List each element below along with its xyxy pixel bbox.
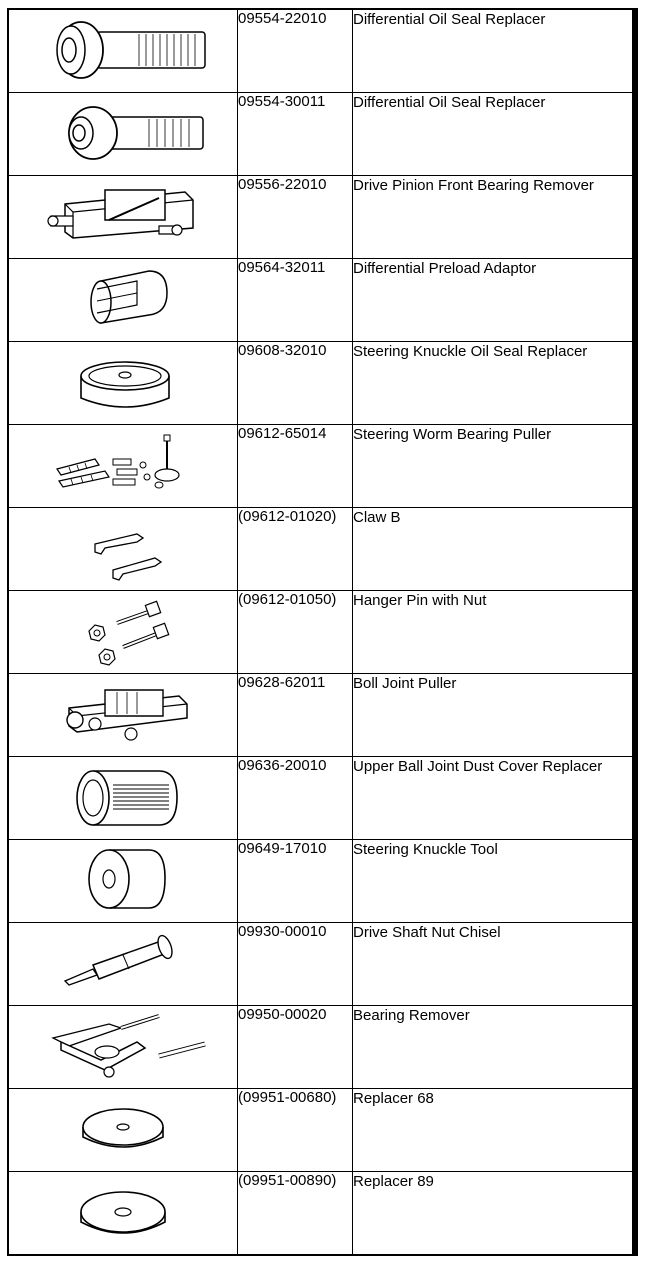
tool-illustration-cell (8, 508, 238, 591)
tool-illustration-cell (8, 9, 238, 93)
table-row (8, 1006, 634, 1089)
tool-name: Differential Oil Seal Replacer (353, 93, 633, 176)
tool-illustration-cell (8, 176, 238, 259)
tool-illustration-cell (8, 342, 238, 425)
tool-illustration-cell (8, 1089, 238, 1172)
tool-illustration-cell (8, 674, 238, 757)
tool-name: Steering Knuckle Tool (353, 840, 633, 923)
part-number: 09608-32010 (238, 342, 353, 425)
bearing-remover-icon (9, 1006, 237, 1088)
replacer-disc-icon (9, 1089, 237, 1171)
special-tools-sheet (7, 8, 635, 1256)
special-tools-table (7, 8, 635, 1256)
part-number: 09554-30011 (238, 93, 353, 176)
part-number: 09930-00010 (238, 923, 353, 1006)
part-number: 09554-22010 (238, 9, 353, 93)
table-row (8, 591, 634, 674)
worm-bearing-puller-kit-icon (9, 425, 237, 507)
tool-name: Drive Pinion Front Bearing Remover (353, 176, 633, 259)
table-row (8, 508, 634, 591)
dust-cover-replacer-icon (9, 757, 237, 839)
right-border-rule (635, 8, 638, 1256)
tool-illustration-cell (8, 923, 238, 1006)
table-row (8, 674, 634, 757)
tool-illustration-cell (8, 591, 238, 674)
hanger-pin-nut-icon (9, 591, 237, 673)
table-row (8, 840, 634, 923)
part-number: (09612-01050) (238, 591, 353, 674)
preload-adaptor-icon (9, 259, 237, 341)
part-number: 09628-62011 (238, 674, 353, 757)
oil-seal-replacer-icon (9, 93, 237, 175)
bearing-remover-icon (9, 176, 237, 258)
tool-illustration-cell (8, 93, 238, 176)
part-number: (09951-00680) (238, 1089, 353, 1172)
tool-name: Steering Worm Bearing Puller (353, 425, 633, 508)
tool-illustration-cell (8, 1006, 238, 1089)
table-row (8, 259, 634, 342)
part-number: 09636-20010 (238, 757, 353, 840)
tool-name: Claw B (353, 508, 633, 591)
table-row (8, 425, 634, 508)
table-row (8, 93, 634, 176)
tool-name: Differential Preload Adaptor (353, 259, 633, 342)
part-number: 09950-00020 (238, 1006, 353, 1089)
ball-joint-puller-icon (9, 674, 237, 756)
tool-name: Replacer 68 (353, 1089, 633, 1172)
part-number: 09564-32011 (238, 259, 353, 342)
part-number: 09612-65014 (238, 425, 353, 508)
tool-name: Hanger Pin with Nut (353, 591, 633, 674)
tool-name: Replacer 89 (353, 1172, 633, 1256)
nut-chisel-icon (9, 923, 237, 1005)
table-row (8, 1172, 634, 1256)
tool-illustration-cell (8, 757, 238, 840)
table-row (8, 176, 634, 259)
replacer-disc-icon (9, 1172, 237, 1254)
tool-illustration-cell (8, 840, 238, 923)
part-number: (09612-01020) (238, 508, 353, 591)
table-row (8, 342, 634, 425)
part-number: (09951-00890) (238, 1172, 353, 1256)
part-number: 09556-22010 (238, 176, 353, 259)
claw-icon (9, 508, 237, 590)
tool-name: Steering Knuckle Oil Seal Replacer (353, 342, 633, 425)
tool-name: Upper Ball Joint Dust Cover Replacer (353, 757, 633, 840)
table-row (8, 923, 634, 1006)
tool-illustration-cell (8, 425, 238, 508)
tool-illustration-cell (8, 259, 238, 342)
oil-seal-replacer-icon (9, 10, 237, 92)
tool-name: Drive Shaft Nut Chisel (353, 923, 633, 1006)
tool-name: Bearing Remover (353, 1006, 633, 1089)
knuckle-seal-replacer-icon (9, 342, 237, 424)
knuckle-tool-icon (9, 840, 237, 922)
tool-name: Boll Joint Puller (353, 674, 633, 757)
part-number: 09649-17010 (238, 840, 353, 923)
table-row (8, 1089, 634, 1172)
table-row (8, 9, 634, 93)
tool-illustration-cell (8, 1172, 238, 1256)
tool-name: Differential Oil Seal Replacer (353, 9, 633, 93)
table-row (8, 757, 634, 840)
